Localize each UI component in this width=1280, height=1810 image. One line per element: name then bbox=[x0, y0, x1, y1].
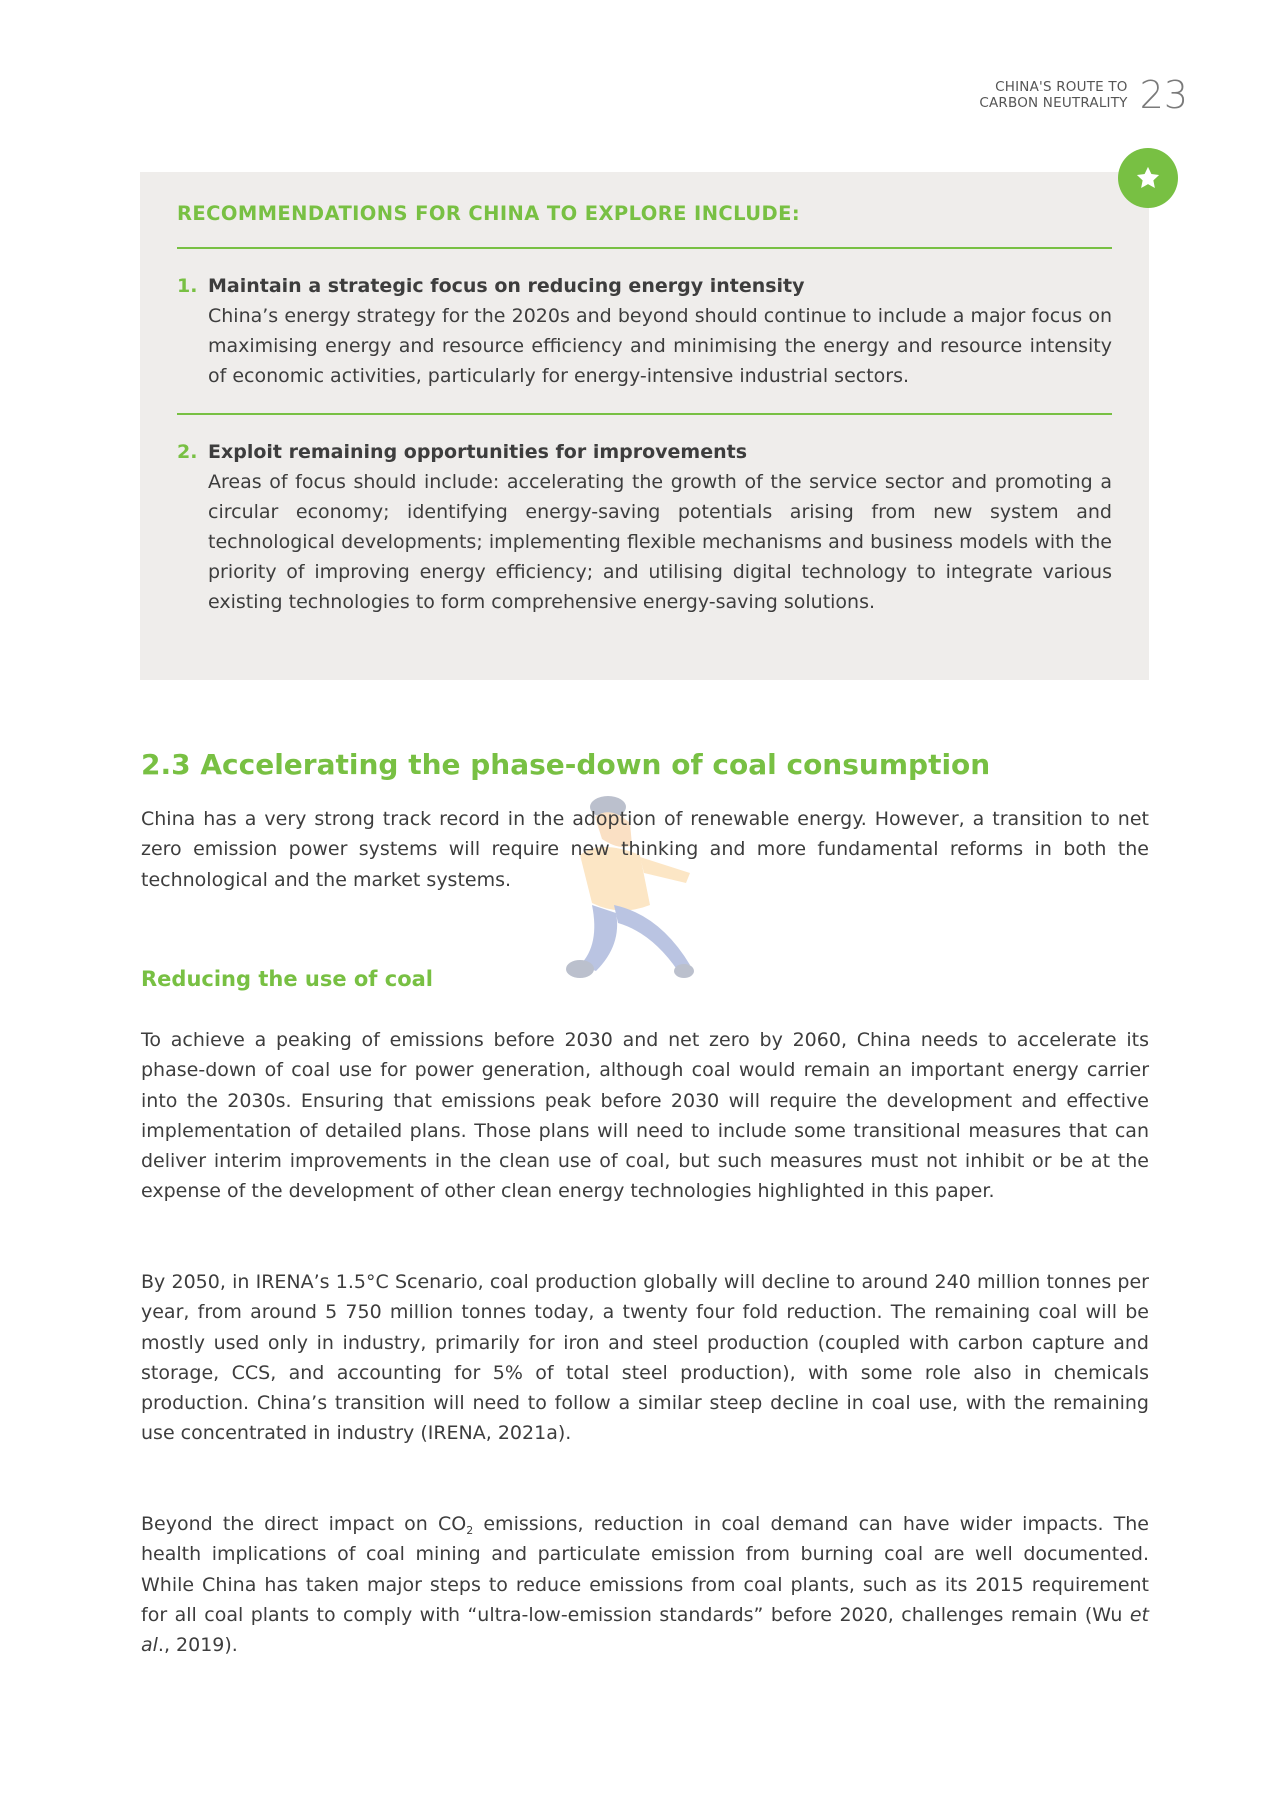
running-header bbox=[979, 73, 1188, 117]
running-title bbox=[979, 79, 1127, 111]
recommendation-item bbox=[177, 415, 1112, 617]
recommendations-heading: RECOMMENDATIONS FOR CHINA TO EXPLORE INCLUDE: bbox=[177, 202, 1112, 249]
body-paragraph: To achieve a peaking of emissions before 2030 and net zero by 2060, China needs to accelerate its phase-down of coal use for power generation, although coal would remain an important energy carrier into the 2030s. Ensuring that emissions peak before 2030 will require the development and effective implementation of detailed plans. Those plans will need to include some transitional measures that can deliver interim improvements in the clean use of coal, but such measures must not inhibit or be at the expense of the development of other clean energy technologies highlighted in this paper. bbox=[141, 1029, 1149, 1203]
paragraph-text: Beyond the direct impact on CO bbox=[141, 1513, 467, 1535]
page-number: 23 bbox=[1139, 73, 1188, 117]
section-heading: 2.3 Accelerating the phase-down of coal consumption bbox=[141, 748, 991, 781]
body-paragraph bbox=[141, 1509, 1149, 1660]
recommendation-title: Exploit remaining opportunities for improvements bbox=[208, 441, 748, 463]
running-title-line1: CHINA'S ROUTE TO bbox=[995, 79, 1128, 95]
star-badge bbox=[1118, 148, 1178, 208]
recommendation-number: 1. bbox=[177, 275, 198, 297]
italic-text: et al bbox=[141, 1603, 1149, 1657]
recommendations-box bbox=[140, 172, 1149, 680]
running-title-line2: CARBON NEUTRALITY bbox=[979, 95, 1128, 111]
body-paragraph: By 2050, in IRENA’s 1.5°C Scenario, coal production globally will decline to around 240 million tonnes per year, from around 5 750 million tonnes today, a twenty four fold reduction. The remaining coal will be mostly used only in industry, primarily for iron and steel production (coupled with carbon capture and storage, CCS, and accounting for 5% of total steel production), with some role also in chemicals production. China’s transition will need to follow a similar steep decline in coal use, with the remaining use concentrated in industry (IRENA, 2021a). bbox=[141, 1271, 1149, 1445]
recommendation-number: 2. bbox=[177, 441, 198, 463]
subscript: 2 bbox=[466, 1524, 474, 1537]
star-icon bbox=[1134, 164, 1162, 192]
intro-paragraph: China has a very strong track record in the adoption of renewable energy. However, a transition to net zero emission power systems will require new thinking and more fundamental reforms in both the technological and the market systems. bbox=[141, 808, 1149, 891]
recommendation-item bbox=[177, 249, 1112, 391]
subheading: Reducing the use of coal bbox=[141, 967, 434, 991]
paragraph-text: ., 2019). bbox=[157, 1634, 238, 1657]
recommendation-text: Areas of focus should include: accelerating the growth of the service sector and promoting a circular economy; identifying energy-saving potentials arising from new system and technological developments; implementing flexible mechanisms and business models with the priority of improving energy efficiency; and utilising digital technology to integrate various existing technologies to form comprehensive energy-saving solutions. bbox=[208, 471, 1112, 613]
recommendation-text: China’s energy strategy for the 2020s and beyond should continue to include a major focus on maximising energy and resource efficiency and minimising the energy and resource intensity of economic activities, particularly for energy-intensive industrial sectors. bbox=[208, 305, 1112, 387]
recommendation-title: Maintain a strategic focus on reducing energy intensity bbox=[208, 275, 805, 297]
paragraph-text: emissions, reduction in coal demand can have wider impacts. The health implications of coal mining and particulate emission from burning coal are well documented. While China has taken major steps to reduce emissions from coal plants, such as its 2015 requirement for all coal plants to comply with “ultra-low-emission standards” before 2020, challenges remain (Wu bbox=[141, 1513, 1149, 1626]
